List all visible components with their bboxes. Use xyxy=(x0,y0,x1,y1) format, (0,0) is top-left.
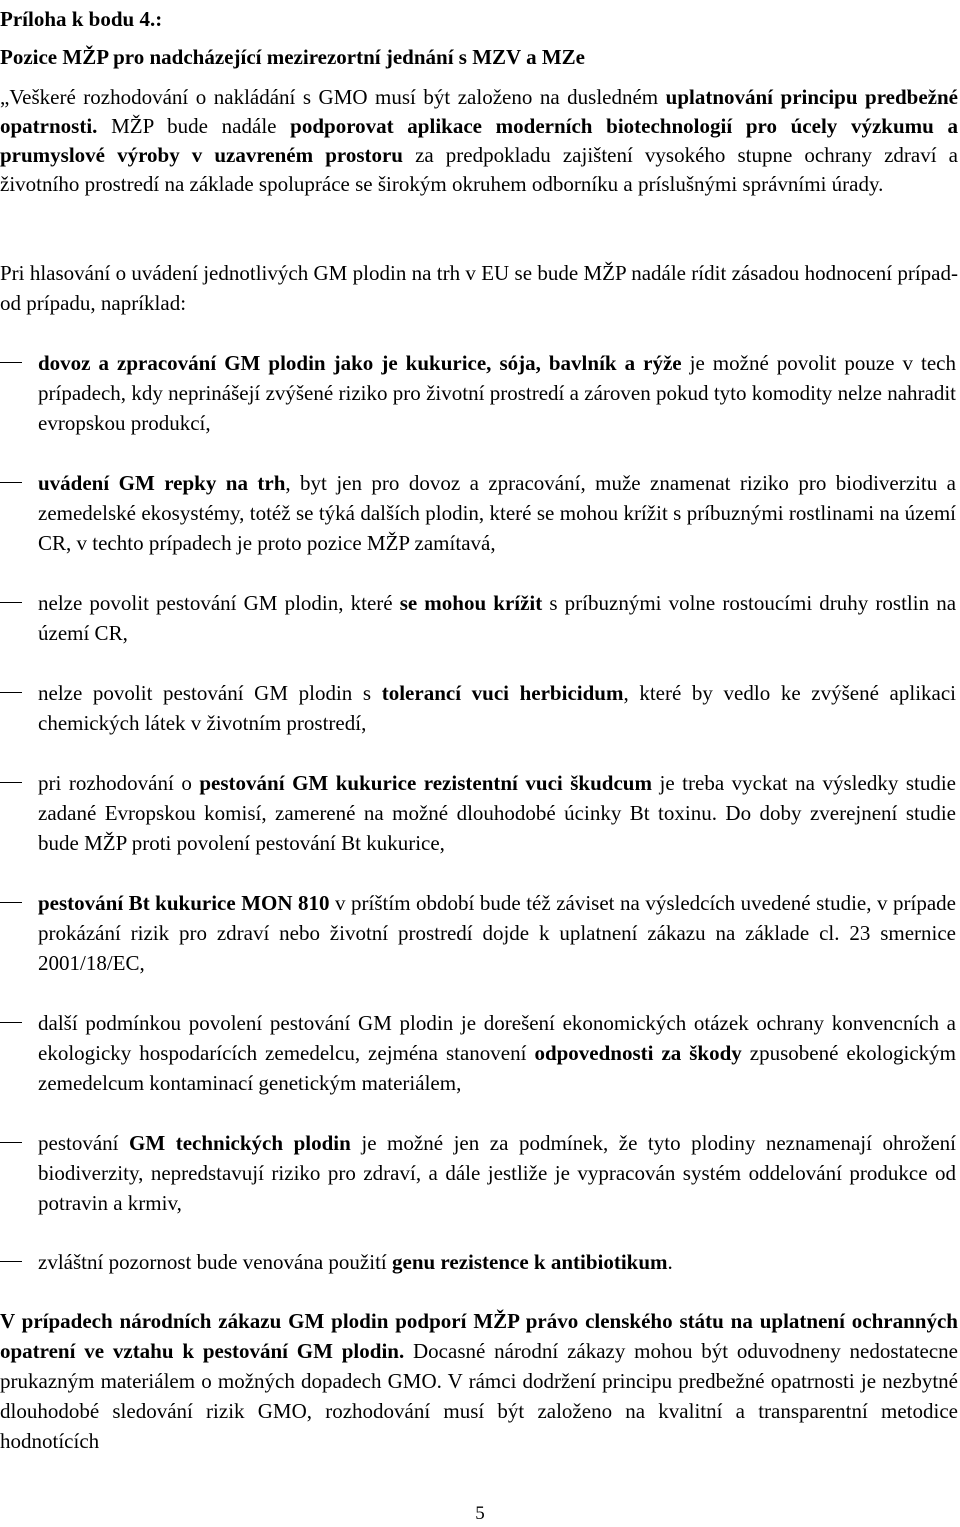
item-bold: tolerancí vuci herbicidum xyxy=(381,681,624,705)
item-text: , které by vedlo ke zvýšené aplikaci chemických látek v životním prostredí, xyxy=(38,681,956,735)
intro-bold-2: podporovat aplikace moderních biotechnologií pro úcely výzkumu a prumyslové výroby v uzavreném prostoru xyxy=(0,114,958,167)
national-bold: V prípadech národních zákazu GM plodin podporí MŽP právo clenského státu na uplatnení ochranných opatrení ve vztahu k pestování GM plodin. xyxy=(0,1309,958,1363)
dash-bullet-icon xyxy=(0,1261,22,1262)
item-text-lead: pri rozhodování o xyxy=(38,771,200,795)
page-number: 5 xyxy=(475,1503,485,1524)
intro-text-3: za predpokladu zajištení vysokého stupne ochrany zdraví a životního prostredí na základe spolupráce se širokým okruhem odborníku a príslušnými správními úrady. xyxy=(0,143,958,196)
item-bold: odpovednosti za škody xyxy=(534,1041,742,1065)
national-bans-paragraph xyxy=(0,1306,958,1456)
intro-paragraph xyxy=(0,83,958,199)
dash-bullet-icon xyxy=(0,602,22,603)
page-title: Pozice MŽP pro nadcházející mezirezortní jednání s MZV a MZe xyxy=(0,45,585,69)
item-bold: uvádení GM repky na trh xyxy=(38,471,286,495)
item-text: je treba vyckat na výsledky studie zadané Evropskou komisí, zamerené na možné dlouhodobé úcinky Bt toxinu. Do doby zverejnení studie bude MŽP proti povolení pestování Bt kukurice, xyxy=(38,771,957,855)
item-text-lead: nelze povolit pestování GM plodin, které xyxy=(38,591,400,615)
item-text: , byt jen pro dovoz a zpracování, muže znamenat riziko pro biodiverzitu a zemedelské ekosystémy, totéž se týká dalších plodin, které se mohou krížit s príbuznými rostlinami na území CR, v techto prípadech je proto pozice MŽP zamítavá, xyxy=(38,471,956,555)
item-text: je možné jen za podmínek, že tyto plodiny neznamenají ohrožení biodiverzity, nepredstavují riziko pro zdraví, a dále jestliže je vypracován systém oddelování produkce od potravin a krmiv, xyxy=(38,1131,956,1215)
item-text-lead: nelze povolit pestování GM plodin s xyxy=(38,681,382,705)
item-text: v príštím období bude též záviset na výsledcích uvedené studie, v prípade prokázání rizik pro zdraví nebo životní prostredí dojde k uplatnení zákazu na základe cl. 23 smernice 2001/18/EC, xyxy=(38,891,956,975)
item-text: . xyxy=(667,1250,673,1274)
intro-text-2: MŽP bude nadále xyxy=(97,114,291,138)
item-text-lead: zvláštní pozornost bude venována použití xyxy=(38,1250,392,1274)
item-text: je možné povolit pouze v tech prípadech, kdy neprinášejí zvýšené riziko pro životní prostredí a zároven pokud tyto komodity nelze nahradit evropskou produkcí, xyxy=(38,351,956,435)
attachment-label: Príloha k bodu 4.: xyxy=(0,7,163,31)
voting-paragraph: Pri hlasování o uvádení jednotlivých GM plodin na trh v EU se bude MŽP nadále rídit zásadou hodnocení prípad-od prípadu, napríklad: xyxy=(0,261,958,315)
dash-bullet-icon xyxy=(0,482,22,483)
item-bold: dovoz a zpracování GM plodin jako je kukurice, sója, bavlník a rýže xyxy=(38,351,682,375)
dash-bullet-icon xyxy=(0,902,22,903)
item-bold: pestování GM kukurice rezistentní vuci škudcum xyxy=(199,771,652,795)
item-bold: se mohou krížit xyxy=(399,591,543,615)
dash-bullet-icon xyxy=(0,362,22,363)
item-text: s príbuznými volne rostoucími druhy rostlin na území CR, xyxy=(38,591,957,645)
intro-bold-1: uplatnování principu predbežné opatrnosti. xyxy=(0,85,958,138)
dash-bullet-icon xyxy=(0,1022,22,1023)
item-bold: pestování Bt kukurice MON 810 xyxy=(38,891,330,915)
intro-text-1: „Veškeré rozhodování o nakládání s GMO musí být založeno na dusledném xyxy=(0,85,666,109)
national-text: Docasné národní zákazy mohou být oduvodneny nedostatecne prukazným materiálem o možných dopadech GMO. V rámci dodržení principu predbežné opatrnosti je nezbytné dlouhodobé sledování rizik GMO, rozhodování musí být založeno na kvalitní a transparentní metodice hodnotících xyxy=(0,1339,958,1453)
dash-bullet-icon xyxy=(0,782,22,783)
dash-bullet-icon xyxy=(0,692,22,693)
item-bold: genu rezistence k antibiotikum xyxy=(392,1250,668,1274)
item-bold: GM technických plodin xyxy=(129,1131,351,1155)
dash-bullet-icon xyxy=(0,1142,22,1143)
item-text-lead: další podmínkou povolení pestování GM plodin je dorešení ekonomických otázek ochrany konvencních a ekologicky hospodarících zemedelcu, zejména stanovení xyxy=(38,1011,956,1065)
item-text: zpusobené ekologickým zemedelcum kontaminací genetickým materiálem, xyxy=(38,1041,957,1095)
item-text-lead: pestování xyxy=(38,1131,130,1155)
